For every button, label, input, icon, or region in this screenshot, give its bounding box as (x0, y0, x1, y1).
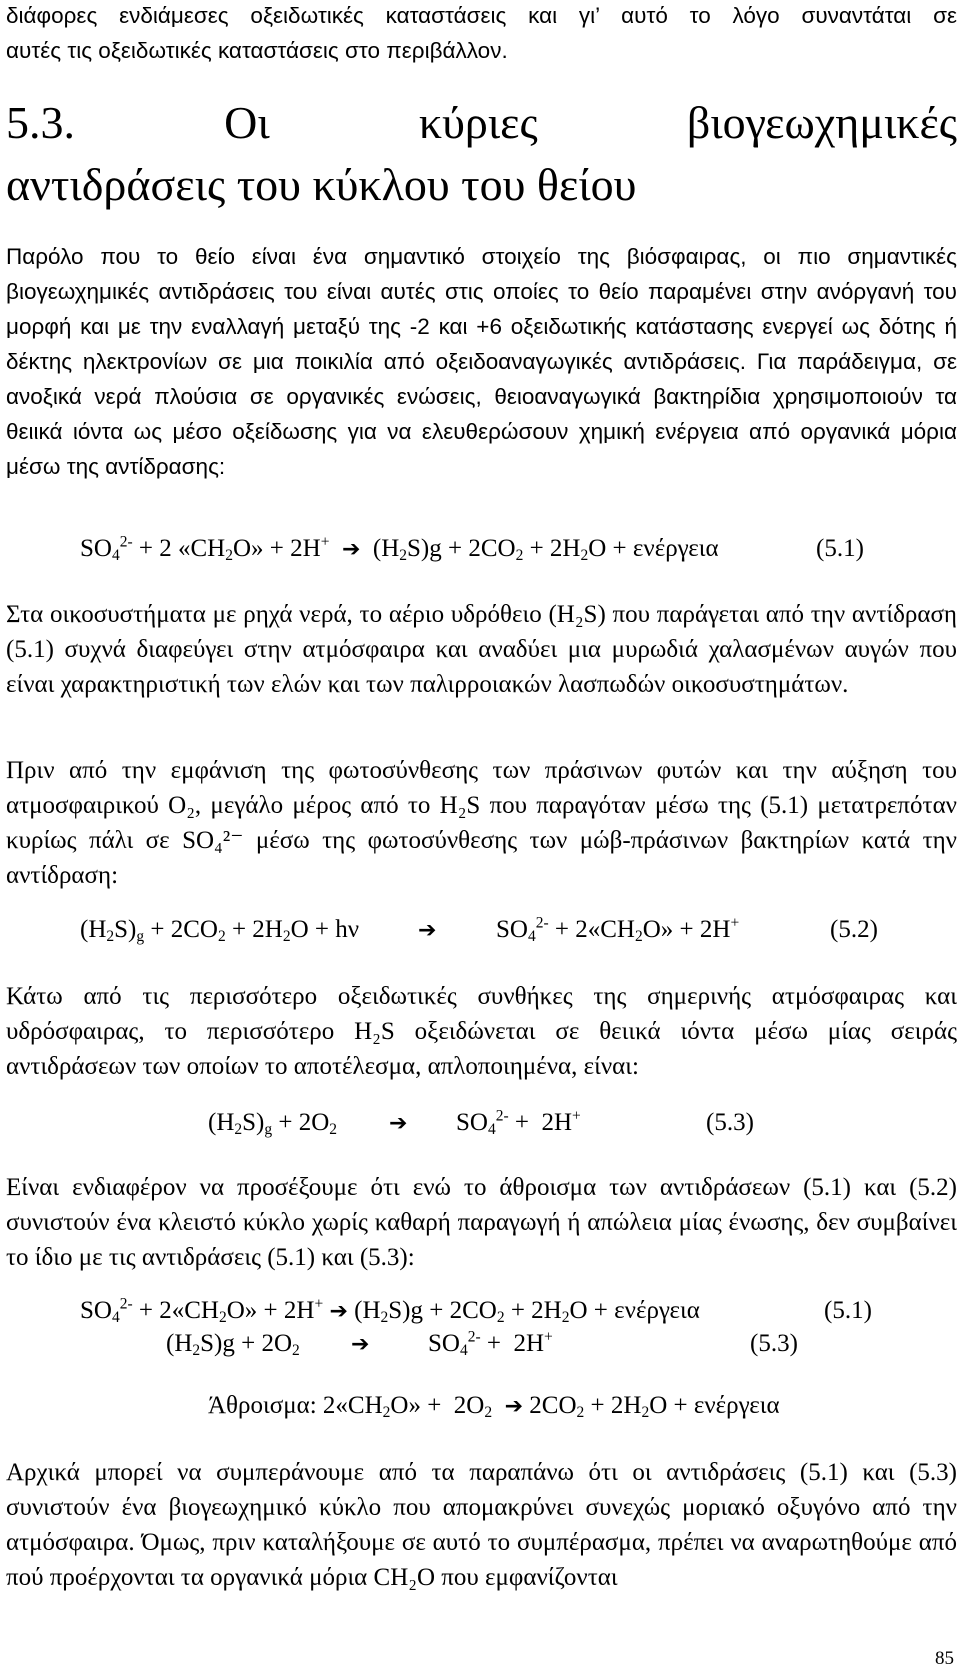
page-number: 85 (935, 1648, 954, 1669)
sum-equation-5-3-right: $SO_4^{2-} + 2H^+$ (428, 1328, 553, 1359)
equation-5-3-number: (5.3) (706, 1109, 754, 1136)
equation-5-2-number: (5.2) (830, 916, 878, 943)
paragraph-5: Είναι ενδιαφέρον να προσέξουμε ότι ενώ το άθροισμα των αντιδράσεων (5.1) και (5.2) συνιστούν ένα κλειστό κύκλο χωρίς καθαρή παραγωγή ή απώλεια μίας ένωσης, δεν συμβαίνει το ίδιο με τις αντιδράσεις (5.1) και (5.3): (6, 1174, 957, 1271)
top-paragraph (6, 0, 957, 68)
document-page (6, 0, 957, 1678)
sum-equation-5-3-number: (5.3) (750, 1330, 798, 1357)
paragraph-1 (6, 239, 957, 484)
energy-label: ενέργεια (632, 535, 719, 562)
heading-number: 5.3. (6, 97, 75, 148)
equation-5-3-right: $SO_4^{2-} + 2H^+$ (456, 1107, 581, 1138)
paragraph-1a: Παρόλο που το θείο είναι ένα σημαντικό στοιχείο της βιόσφαιρας, οι πιο σημαντικές βιογεωχημικές αντιδράσεις του είναι αυτές στις οποίες το θείο παραμένει στην ανόργανή του μορφή και με την εναλλαγή μεταξύ της -2 και +6 οξειδωτικής κατάστασης ενεργεί ως δότης ή δέκτης ηλεκτρονίων σε μια ποικιλία από οξειδοαναγωγικές αντιδράσεις. (6, 244, 957, 374)
equation-5-2: $(H_2S)_g + 2CO_2 + 2H_2O + h\nu$ (80, 916, 360, 945)
sum-equation-5-1: $SO_4^{2-}$ + $2«CH_2O$» + 2H+ ➔ $(H_2S)g + 2CO_2 + 2H_2O + \varepsilon\nu έ\rho\gamma\varepsilon\iota\alpha$ (80, 1295, 700, 1326)
top-line-1: διάφορες ενδιάμεσες οξειδωτικές καταστάσεις και γι’ αυτό το λόγο συναντάται σε (6, 3, 957, 28)
top-line-2: αυτές τις οξειδωτικές καταστάσεις στο περιβάλλον. (6, 38, 508, 63)
sum-result: Άθροισμα: $2«CH_2O$» + $2O_2$ ➔ $2CO_2 + 2H_2O + \varepsilon\nu έ\rho\gamma\varepsilon\iota\alpha$ (208, 1392, 780, 1421)
sum-equation-5-3-arrow: ➔ (351, 1332, 370, 1357)
heading-word-2: κύριες (418, 97, 538, 148)
heading-word-1: Οι (224, 97, 270, 148)
equation-5-3: $(H_2S)_g + 2O_2$ (208, 1109, 338, 1138)
section-heading (6, 92, 957, 216)
paragraph-2: Στα οικοσυστήματα με ρηχά νερά, το αέριο υδρόθειο (H₂S) που παράγεται από την αντίδραση (5.1) συχνά διαφεύγει στην ατμόσφαιρα και αναδύει μια μυρωδιά χαλασμένων αυγών που είναι χαρακτηριστική των ελών και των παλιρροιακών λασπωδών οικοσυστημάτων. (6, 601, 957, 698)
equation-5-1: $SO_4^{2-} + 2$ «$CH_2O$» + 2H+ ➔ $(H_2S)g + 2CO_2 + 2H_2O + \varepsilon\nu έ\rho\gamma\varepsilon\iota\alpha$ (80, 533, 719, 564)
paragraph-3: Πριν από την εμφάνιση της φωτοσύνθεσης των πράσινων φυτών και την αύξηση του ατμοσφαιρικού O₂, μεγάλο μέρος από το H₂S που παραγόταν μέσω της (5.1) μετατρεπόταν κυρίως πάλι σε SO₄²⁻ μέσω της φωτοσύνθεσης των μώβ-πράσινων βακτηρίων κατά την αντίδραση: (6, 757, 957, 889)
sum-label: Άθροισμα: (208, 1392, 317, 1419)
equation-5-2-right: $SO_4^{2-}$ + $2«CH_2O$» + 2H+ (496, 914, 740, 945)
equation-5-1-number: (5.1) (816, 535, 864, 562)
sum-equation-5-1-number: (5.1) (824, 1297, 872, 1324)
heading-line-2: αντιδράσεις του κύκλου του θείου (6, 159, 637, 210)
heading-word-3: βιογεωχημικές (686, 97, 957, 148)
sum-equation-5-3: $(H_2S)g + 2O_2$ (166, 1330, 300, 1359)
paragraph-6: Αρχικά μπορεί να συμπεράνουμε από τα παραπάνω ότι οι αντιδράσεις (5.1) και (5.3) συνιστούν ένα βιογεωχημικό κύκλο που απομακρύνει συνεχώς μοριακό οξυγόνο από την ατμόσφαιρα. Όμως, πριν καταλήξουμε σε αυτό το συμπέρασμα, πρέπει να αναρωτηθούμε από πού προέρχονται τα οργανικά μόρια CH₂O που εμφανίζονται (6, 1459, 957, 1591)
paragraph-1b: Για παράδειγμα, σε ανοξικά νερά πλούσια σε οργανικές ενώσεις, θειοαναγωγικά βακτηρίδια χρησιμοποιούν τα θειικά ιόντα ως μέσο οξείδωσης για να ελευθερώσουν χημική ενέργεια από οργανικά μόρια μέσω της αντίδρασης: (6, 349, 957, 479)
paragraph-4: Κάτω από τις περισσότερο οξειδωτικές συνθήκες της σημερινής ατμόσφαιρας και υδρόσφαιρας, το περισσότερο H₂S οξειδώνεται σε θειικά ιόντα μέσω μίας σειράς αντιδράσεων των οποίων το αποτέλεσμα, απλοποιημένα, είναι: (6, 983, 957, 1080)
equation-5-2-arrow: ➔ (418, 918, 437, 943)
equation-5-3-arrow: ➔ (389, 1111, 408, 1136)
